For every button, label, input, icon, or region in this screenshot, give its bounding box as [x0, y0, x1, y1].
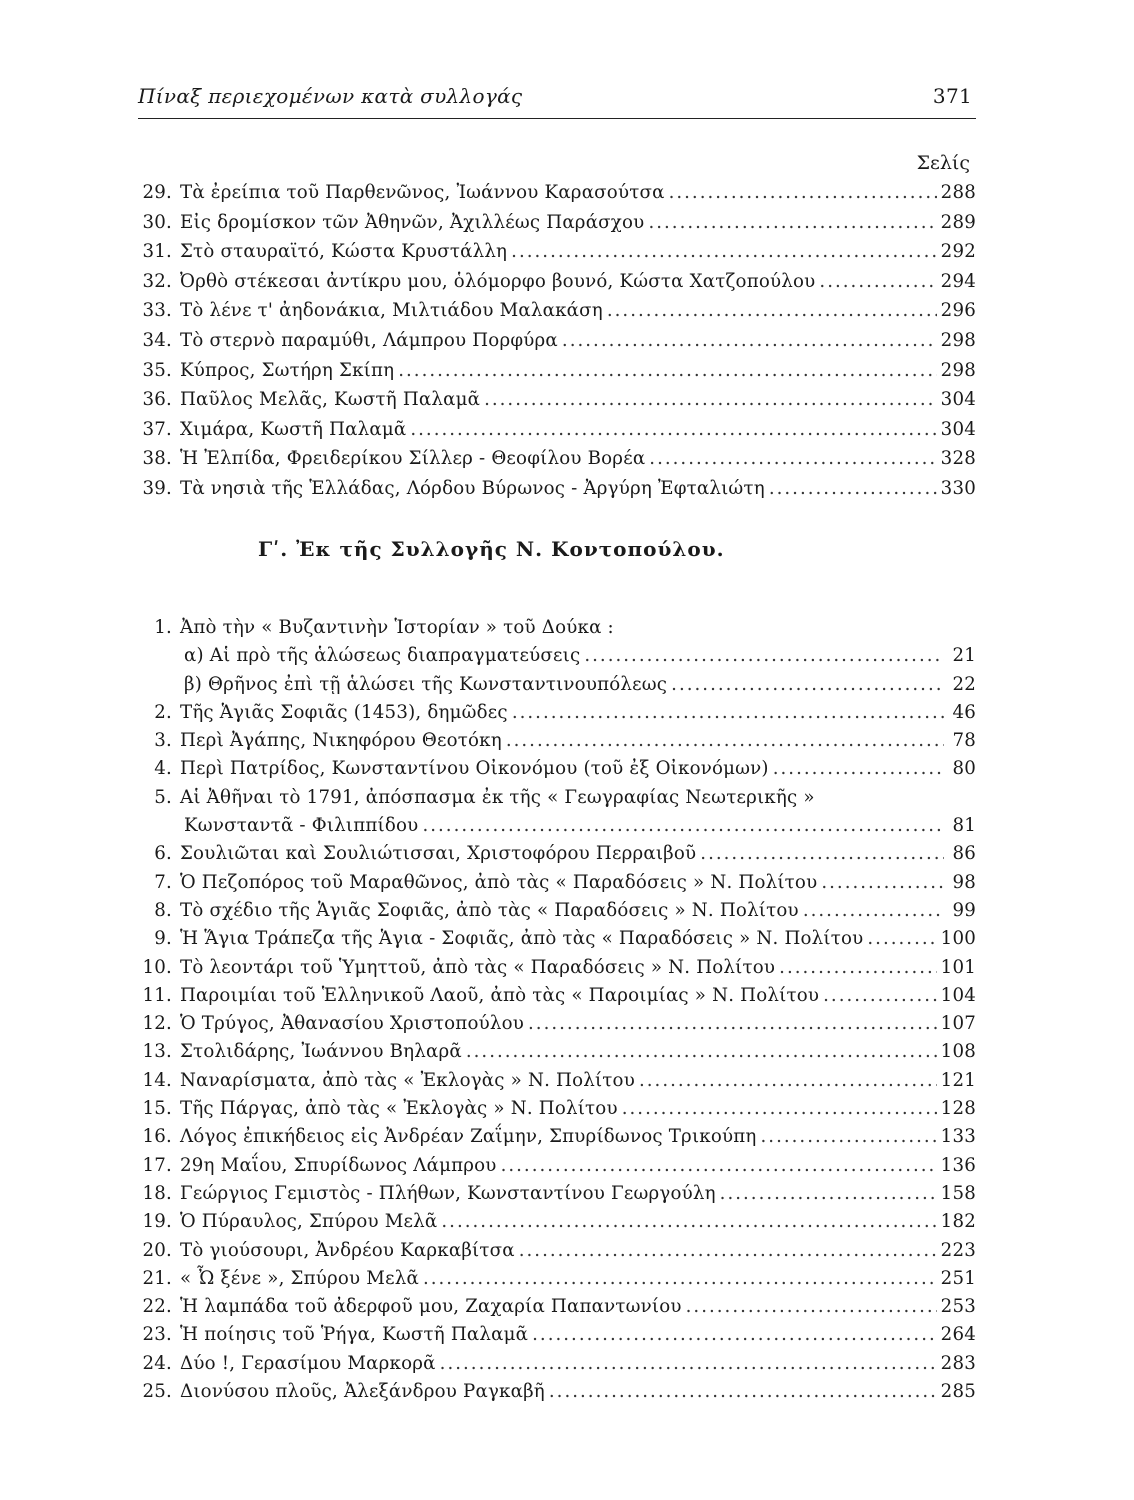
entry-title-continued: Κωνσταντᾶ - Φιλιππίδου	[184, 815, 419, 837]
toc-entry	[134, 1293, 976, 1321]
entry-title: Ὁ Πεζοπόρος τοῦ Μαραθῶνος, ἀπὸ τὰς « Παραδόσεις » Ν. Πολίτου	[180, 871, 818, 893]
toc-list-kontopoulos-collection	[134, 614, 976, 1406]
entry-title: Διονύσου πλοῦς, Ἀλεξάνδρου Ραγκαβῆ	[180, 1381, 545, 1403]
dot-leader	[823, 982, 937, 1010]
toc-entry-intro	[134, 614, 976, 642]
toc-entry	[134, 1152, 976, 1180]
entry-title: α) Αἱ πρὸ τῆς ἁλώσεως διαπραγματεύσεις	[184, 645, 581, 667]
entry-title: Τὰ νησιὰ τῆς Ἑλλάδας, Λόρδου Βύρωνος - Ἀργύρη Ἐφταλιώτη	[180, 477, 765, 499]
entry-number: 39.	[142, 477, 172, 499]
toc-entry	[134, 1010, 976, 1038]
dot-leader	[803, 897, 944, 925]
entry-number: 10.	[142, 956, 172, 978]
dot-leader	[528, 1010, 937, 1038]
entry-page: 107	[940, 1013, 976, 1035]
toc-subentry	[134, 671, 976, 699]
entry-number: 37.	[142, 418, 172, 440]
toc-entry	[134, 1180, 976, 1208]
toc-entry	[134, 1095, 976, 1123]
entry-title: Περὶ Πατρίδος, Κωνσταντίνου Οἰκονόμου (τοῦ ἐξ Οἰκονόμων)	[180, 758, 769, 780]
entry-number: 6.	[154, 843, 172, 865]
entry-title: Στὸ σταυραϊτό, Κώστα Κρυστάλλη	[180, 241, 508, 263]
entry-number: 8.	[154, 899, 172, 921]
toc-entry	[134, 356, 976, 386]
dot-leader	[649, 444, 936, 474]
entry-page: 21	[952, 645, 976, 667]
entry-title: Στολιδάρης, Ἰωάννου Βηλαρᾶ	[180, 1041, 462, 1063]
toc-entry	[134, 1350, 976, 1378]
entry-number: 22.	[142, 1296, 172, 1318]
entry-page: 136	[940, 1154, 976, 1176]
dot-leader	[511, 237, 937, 267]
entry-number: 29.	[142, 182, 172, 203]
entry-number: 3.	[154, 730, 172, 752]
entry-title: Χιμάρα, Κωστῆ Παλαμᾶ	[180, 418, 407, 440]
entry-page: 296	[940, 300, 976, 322]
entry-number: 4.	[154, 758, 172, 780]
entry-page: 98	[952, 871, 976, 893]
entry-title: Τῆς Ἁγιᾶς Σοφιᾶς (1453), δημῶδες	[180, 701, 508, 723]
entry-number: 31.	[142, 241, 172, 263]
page-column-label: Σελίς	[916, 152, 970, 174]
dot-leader	[761, 1123, 937, 1151]
toc-entry	[134, 1038, 976, 1066]
toc-entry	[134, 897, 976, 925]
dot-leader	[584, 642, 944, 670]
entry-title: Ναναρίσματα, ἀπὸ τὰς « Ἐκλογὰς » Ν. Πολίτου	[180, 1069, 635, 1091]
running-head	[138, 84, 976, 114]
toc-entry	[134, 296, 976, 326]
entry-page: 298	[940, 329, 976, 351]
entry-title: Τὸ γιούσουρι, Ἀνδρέου Καρκαβίτσα	[180, 1239, 515, 1261]
toc-entry	[134, 925, 976, 953]
toc-entry	[134, 1123, 976, 1151]
dot-leader	[410, 415, 936, 445]
dot-leader	[720, 1180, 937, 1208]
toc-entry	[134, 326, 976, 356]
entry-page: 304	[940, 418, 976, 440]
entry-page: 78	[952, 730, 976, 752]
entry-title: Περὶ Ἀγάπης, Νικηφόρου Θεοτόκη	[180, 730, 502, 752]
dot-leader	[773, 755, 944, 783]
entry-title: Παῦλος Μελᾶς, Κωστῆ Παλαμᾶ	[180, 389, 481, 411]
entry-page: 283	[940, 1352, 976, 1374]
toc-list-previous-collection	[134, 178, 976, 504]
entry-title: « Ὦ ξένε », Σπύρου Μελᾶ	[180, 1267, 419, 1289]
entry-number: 19.	[142, 1211, 172, 1233]
entry-number: 9.	[154, 928, 172, 950]
entry-page: 133	[940, 1126, 976, 1148]
entry-number: 11.	[142, 984, 172, 1006]
entry-page: 292	[940, 241, 976, 263]
toc-entry	[134, 954, 976, 982]
entry-page: 289	[940, 211, 976, 233]
entry-title: Τὰ ἐρείπια τοῦ Παρθενῶνος, Ἰωάννου Καρασούτσα	[180, 182, 665, 203]
entry-title: 29η Μαΐου, Σπυρίδωνος Λάμπρου	[180, 1154, 497, 1176]
entry-number: 36.	[142, 389, 172, 411]
toc-entry	[134, 444, 976, 474]
dot-leader	[671, 671, 944, 699]
entry-number: 21.	[142, 1267, 172, 1289]
dot-leader	[532, 1321, 937, 1349]
entry-number: 20.	[142, 1239, 172, 1261]
dot-leader	[484, 385, 937, 415]
dot-leader	[440, 1350, 937, 1378]
entry-number: 24.	[142, 1352, 172, 1374]
dot-leader	[549, 1378, 937, 1406]
dot-leader	[669, 178, 937, 208]
toc-entry	[134, 1208, 976, 1236]
entry-number: 34.	[142, 329, 172, 351]
entry-title: Τὸ στερνὸ παραμύθι, Λάμπρου Πορφύρα	[180, 329, 558, 351]
entry-page: 121	[940, 1069, 976, 1091]
entry-page: 330	[940, 477, 976, 499]
toc-entry	[134, 982, 976, 1010]
entry-title: Κύπρος, Σωτήρη Σκίπη	[180, 359, 395, 381]
entry-page: 46	[952, 701, 976, 723]
entry-number: 7.	[154, 871, 172, 893]
toc-entry-5-line2	[134, 812, 976, 840]
entry-page: 182	[940, 1211, 976, 1233]
toc-entry	[134, 1265, 976, 1293]
dot-leader	[422, 812, 944, 840]
toc-entry	[134, 1378, 976, 1406]
dot-leader	[821, 869, 944, 897]
entry-number: 33.	[142, 300, 172, 322]
toc-entry	[134, 474, 976, 504]
entry-title: Ἡ λαμπάδα τοῦ ἀδερφοῦ μου, Ζαχαρία Παπαντωνίου	[180, 1296, 682, 1318]
entry-title: Δύο !, Γερασίμου Μαρκορᾶ	[180, 1352, 436, 1374]
entry-title: Εἰς δρομίσκον τῶν Ἀθηνῶν, Ἀχιλλέως Παράσχου	[180, 211, 645, 233]
entry-page: 99	[952, 899, 976, 921]
toc-entry	[134, 699, 976, 727]
toc-entry	[134, 727, 976, 755]
dot-leader	[769, 474, 937, 504]
entry-title: Παροιμίαι τοῦ Ἑλληνικοῦ Λαοῦ, ἀπὸ τὰς « Παροιμίας » Ν. Πολίτου	[180, 984, 820, 1006]
entry-page: 81	[952, 815, 976, 837]
toc-entry	[134, 755, 976, 783]
toc-subentry	[134, 642, 976, 670]
entry-title: Γεώργιος Γεμιστὸς - Πλήθων, Κωνσταντίνου Γεωργούλη	[180, 1182, 716, 1204]
entry-number: 23.	[142, 1324, 172, 1346]
entry-page: 253	[940, 1296, 976, 1318]
entry-number: 35.	[142, 359, 172, 381]
toc-entry	[134, 385, 976, 415]
entry-number: 38.	[142, 448, 172, 470]
entry-number: 15.	[142, 1098, 172, 1120]
entry-number: 30.	[142, 211, 172, 233]
entry-number: 14.	[142, 1069, 172, 1091]
entry-title: β) Θρῆνος ἐπὶ τῇ ἁλώσει τῆς Κωνσταντινουπόλεως	[184, 673, 668, 695]
entry-number: 5.	[154, 786, 172, 808]
dot-leader	[622, 1095, 937, 1123]
entry-page: 264	[940, 1324, 976, 1346]
entry-page: 285	[940, 1381, 976, 1403]
toc-entry-5-line1	[134, 784, 976, 812]
entry-number: 32.	[142, 270, 172, 292]
dot-leader	[819, 267, 936, 297]
entry-number: 1.	[154, 617, 172, 638]
entry-page: 294	[940, 270, 976, 292]
dot-leader	[648, 208, 936, 238]
dot-leader	[501, 1152, 937, 1180]
toc-entry	[134, 1321, 976, 1349]
section-heading: Γʹ. Ἐκ τῆς Συλλογῆς Ν. Κοντοπούλου.	[258, 537, 725, 561]
dot-leader	[639, 1067, 937, 1095]
entry-number: 25.	[142, 1381, 172, 1403]
entry-page: 288	[940, 182, 976, 203]
entry-page: 298	[940, 359, 976, 381]
entry-title: Ἡ Ἐλπίδα, Φρειδερίκου Σίλλερ - Θεοφίλου Βορέα	[180, 448, 646, 470]
dot-leader	[423, 1265, 937, 1293]
entry-page: 304	[940, 389, 976, 411]
entry-page: 101	[940, 956, 976, 978]
entry-title: Τὸ λένε τ' ἀηδονάκια, Μιλτιάδου Μαλακάση	[180, 300, 603, 322]
entry-page: 100	[940, 928, 976, 950]
entry-page: 128	[940, 1098, 976, 1120]
entry-title: Σουλιῶται καὶ Σουλιώτισσαι, Χριστοφόρου Περραιβοῦ	[180, 843, 697, 865]
entry-number: 12.	[142, 1013, 172, 1035]
page-number: 371	[932, 84, 972, 108]
entry-page: 108	[940, 1041, 976, 1063]
entry-page: 158	[940, 1182, 976, 1204]
entry-title: Τὸ λεοντάρι τοῦ Ὑμηττοῦ, ἀπὸ τὰς « Παραδόσεις » Ν. Πολίτου	[180, 956, 776, 978]
dot-leader	[466, 1038, 937, 1066]
dot-leader	[398, 356, 936, 386]
dot-leader	[867, 925, 936, 953]
entry-title: Ἡ ποίησις τοῦ Ῥήγα, Κωστῆ Παλαμᾶ	[180, 1324, 529, 1346]
dot-leader	[562, 326, 937, 356]
page-title: Πίναξ περιεχομένων κατὰ συλλογάς	[138, 84, 523, 108]
dot-leader	[441, 1208, 936, 1236]
dot-leader	[519, 1237, 937, 1265]
toc-entry	[134, 415, 976, 445]
entry-title: Ὁ Πύραυλος, Σπύρου Μελᾶ	[180, 1211, 438, 1233]
entry-title: Τῆς Πάργας, ἀπὸ τὰς « Ἐκλογὰς » Ν. Πολίτου	[180, 1098, 618, 1120]
entry-title: Ἀπὸ τὴν « Βυζαντινὴν Ἱστορίαν » τοῦ Δούκα :	[180, 617, 614, 638]
entry-number: 16.	[142, 1126, 172, 1148]
entry-title: Αἱ Ἀθῆναι τὸ 1791, ἀπόσπασμα ἐκ τῆς « Γεωγραφίας Νεωτερικῆς »	[180, 786, 815, 808]
toc-entry	[134, 237, 976, 267]
dot-leader	[607, 296, 937, 326]
entry-title: Ὁ Τρύγος, Ἀθανασίου Χριστοπούλου	[180, 1013, 524, 1035]
header-rule	[138, 118, 976, 119]
toc-entry	[134, 840, 976, 868]
toc-entry	[134, 267, 976, 297]
entry-number: 17.	[142, 1154, 172, 1176]
toc-entry	[134, 1067, 976, 1095]
toc-entry	[134, 869, 976, 897]
entry-number: 2.	[154, 701, 172, 723]
entry-title: Λόγος ἐπικήδειος εἰς Ἀνδρέαν Ζαΐμην, Σπυρίδωνος Τρικούπη	[180, 1126, 757, 1148]
toc-entry	[134, 178, 976, 208]
entry-page: 86	[952, 843, 976, 865]
entry-page: 328	[940, 448, 976, 470]
entry-page: 223	[940, 1239, 976, 1261]
dot-leader	[512, 699, 944, 727]
dot-leader	[506, 727, 944, 755]
dot-leader	[700, 840, 944, 868]
entry-number: 13.	[142, 1041, 172, 1063]
toc-entry	[134, 1237, 976, 1265]
entry-title: Ἡ Ἅγια Τράπεζα τῆς Ἁγια - Σοφιᾶς, ἀπὸ τὰς « Παραδόσεις » Ν. Πολίτου	[180, 928, 864, 950]
entry-page: 251	[940, 1267, 976, 1289]
entry-page: 104	[940, 984, 976, 1006]
dot-leader	[686, 1293, 937, 1321]
entry-title: Τὸ σχέδιο τῆς Ἁγιᾶς Σοφιᾶς, ἀπὸ τὰς « Παραδόσεις » Ν. Πολίτου	[180, 899, 799, 921]
entry-page: 80	[952, 758, 976, 780]
entry-number: 18.	[142, 1182, 172, 1204]
toc-entry	[134, 208, 976, 238]
entry-page: 22	[952, 673, 976, 695]
dot-leader	[779, 954, 937, 982]
entry-title: Ὀρθὸ στέκεσαι ἀντίκρυ μου, ὁλόμορφο βουνό, Κώστα Χατζοπούλου	[180, 270, 816, 292]
